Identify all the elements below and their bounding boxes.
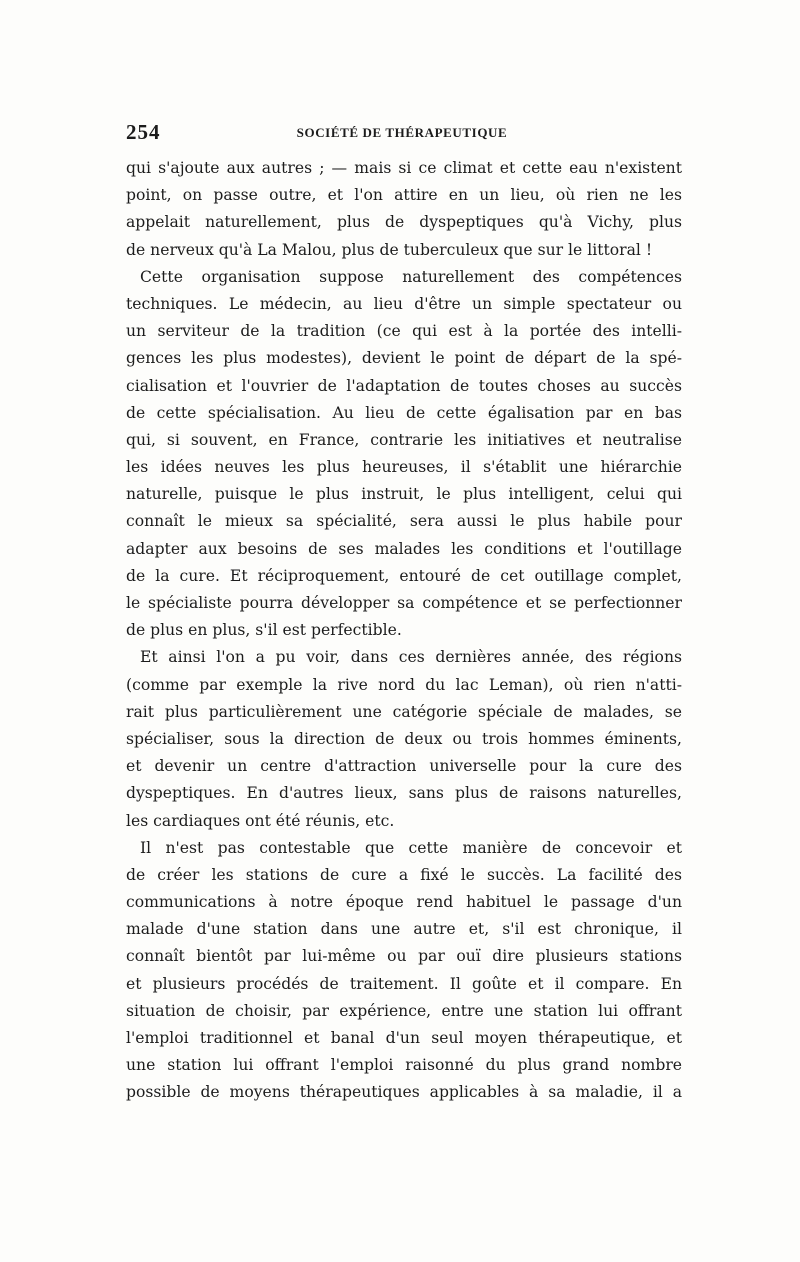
text-line: Et ainsi l'on a pu voir, dans ces dernières année, des régions xyxy=(140,648,682,667)
text-line: de nerveux qu'à La Malou, plus de tuberculeux que sur le littoral ! xyxy=(126,240,653,259)
text-line: de la cure. Et réciproquement, entouré de cet outillage complet, xyxy=(126,566,682,585)
text-line: le spécialiste pourra développer sa compétence et se perfectionner xyxy=(126,594,682,612)
text-line: situation de choisir, par expérience, entre une station lui offrant xyxy=(126,1001,682,1020)
text-line: qui s'ajoute aux autres ; — mais si ce climat et cette eau n'existent xyxy=(126,159,682,177)
text-line: naturelle, puisque le plus instruit, le plus intelligent, celui qui xyxy=(126,485,682,504)
text-line: un serviteur de la tradition (ce qui est à la portée des intelli- xyxy=(126,322,682,341)
text-line: qui, si souvent, en France, contrarie les initiatives et neutralise xyxy=(126,430,682,449)
text-line: les cardiaques ont été réunis, etc. xyxy=(126,811,395,830)
running-title: SOCIÉTÉ DE THÉRAPEUTIQUE xyxy=(296,125,508,140)
text-line: et plusieurs procédés de traitement. Il goûte et il compare. En xyxy=(126,974,682,993)
text-line: les idées neuves les plus heureuses, il s'établit une hiérarchie xyxy=(126,458,682,477)
text-line: dyspeptiques. En d'autres lieux, sans plus de raisons naturelles, xyxy=(126,784,682,803)
text-line: de créer les stations de cure a fixé le succès. La facilité des xyxy=(126,865,682,884)
text-line: de cette spécialisation. Au lieu de cette égalisation par en bas xyxy=(126,403,682,422)
text-line: Il n'est pas contestable que cette manière de concevoir et xyxy=(140,838,682,857)
text-line: de plus en plus, s'il est perfectible. xyxy=(126,621,402,640)
text-line: connaît le mieux sa spécialité, sera aussi le plus habile pour xyxy=(126,512,682,531)
page-number: 254 xyxy=(126,120,161,144)
page-header xyxy=(126,120,678,146)
text-line: cialisation et l'ouvrier de l'adaptation de toutes choses au succès xyxy=(126,376,682,395)
text-line: adapter aux besoins de ses malades les conditions et l'outillage xyxy=(126,539,682,558)
page-body xyxy=(126,155,682,1107)
text-line: rait plus particulièrement une catégorie spéciale de malades, se xyxy=(126,702,682,721)
text-line: Cette organisation suppose naturellement des compétences xyxy=(140,267,682,286)
text-line: une station lui offrant l'emploi raisonné du plus grand nombre xyxy=(126,1056,682,1075)
text-line: communications à notre époque rend habituel le passage d'un xyxy=(126,893,682,912)
text-line: techniques. Le médecin, au lieu d'être un simple spectateur ou xyxy=(126,294,682,313)
text-line: point, on passe outre, et l'on attire en un lieu, où rien ne les xyxy=(126,186,682,205)
text-line: spécialiser, sous la direction de deux ou trois hommes éminents, xyxy=(126,729,682,748)
text-line: malade d'une station dans une autre et, s'il est chronique, il xyxy=(126,920,682,939)
text-line: gences les plus modestes), devient le point de départ de la spé- xyxy=(126,349,682,368)
text-line: l'emploi traditionnel et banal d'un seul moyen thérapeutique, et xyxy=(126,1029,682,1047)
text-line: et devenir un centre d'attraction universelle pour la cure des xyxy=(126,757,682,776)
text-line: (comme par exemple la rive nord du lac Leman), où rien n'atti- xyxy=(126,675,682,694)
text-line: appelait naturellement, plus de dyspeptiques qu'à Vichy, plus xyxy=(126,213,682,232)
text-line: connaît bientôt par lui-même ou par ouï dire plusieurs stations xyxy=(126,947,682,966)
text-line: possible de moyens thérapeutiques applicables à sa maladie, il a xyxy=(126,1083,682,1102)
